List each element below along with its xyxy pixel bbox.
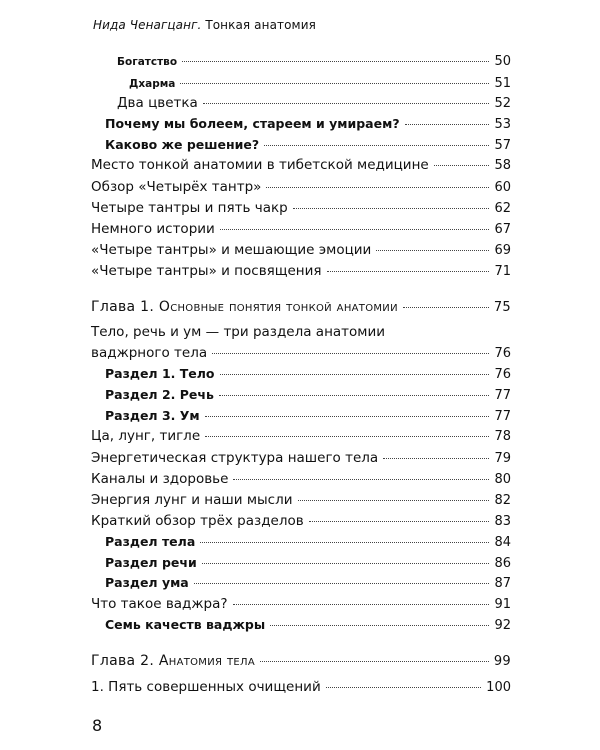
toc-entry-page: 58 [494, 158, 511, 173]
page-number: 8 [92, 716, 103, 735]
toc-entry [91, 157, 511, 173]
toc-entry-label: Почему мы болеем, стареем и умираем? [105, 116, 400, 131]
toc-entry-page: 60 [494, 180, 511, 195]
toc-entry [91, 345, 511, 361]
toc-entry-page: 99 [493, 654, 511, 669]
toc-entry [91, 679, 511, 695]
toc-entry [91, 179, 511, 195]
toc-entry [105, 366, 511, 382]
toc-entry-page: 53 [494, 117, 511, 132]
toc-entry [91, 263, 511, 279]
toc-entry-page: 87 [494, 576, 511, 591]
toc-entry-page: 76 [494, 367, 511, 382]
toc-entry-label: Раздел 1. Тело [105, 366, 215, 381]
toc-entry-page: 69 [494, 243, 511, 258]
toc-entry-label [91, 653, 255, 669]
toc-entry-label: Раздел ума [105, 575, 189, 590]
dot-leader [309, 520, 490, 522]
dot-leader [182, 60, 489, 62]
toc-entry [91, 492, 511, 508]
toc-entry [91, 242, 511, 258]
toc-entry-label: Раздел тела [105, 534, 196, 549]
toc-entry-label: Раздел 3. Ум [105, 408, 200, 423]
toc-chapter-2 [91, 653, 511, 669]
toc-entry-label: Раздел речи [105, 555, 197, 570]
toc-entry [105, 116, 511, 132]
dot-leader [405, 123, 490, 125]
chapter-prefix: Глава 2. [91, 653, 155, 669]
toc-entry-page: 77 [494, 388, 511, 403]
toc-entry-page: 100 [486, 680, 511, 695]
dot-leader [194, 582, 490, 584]
toc-entry [91, 513, 511, 529]
toc-entry [105, 408, 511, 424]
header-book-title: Тонкая анатомия [205, 18, 316, 32]
dot-leader [203, 102, 490, 104]
running-header [93, 18, 316, 32]
toc-entry-label: Краткий обзор трёх разделов [91, 513, 304, 529]
toc-entry [91, 200, 511, 216]
toc-entry [105, 575, 511, 591]
toc-entry [105, 534, 511, 550]
dot-leader [403, 306, 489, 308]
toc-entry-page: 83 [494, 514, 511, 529]
toc-entry-label: Энергетическая структура нашего тела [91, 450, 379, 466]
toc-entry-label: Семь качеств ваджры [105, 617, 266, 632]
toc-entry-page: 79 [494, 451, 511, 466]
toc-entry-page: 78 [494, 429, 511, 444]
dot-leader [270, 624, 489, 626]
toc-entry-page: 91 [494, 597, 511, 612]
toc-entry-label-line2: ваджрного тела [91, 345, 208, 361]
toc-entry-page: 77 [494, 409, 511, 424]
toc-entry-label: Четыре тантры и пять чакр [91, 200, 288, 216]
toc-entry [117, 54, 511, 69]
dot-leader [233, 478, 489, 480]
toc-entry-page: 52 [494, 96, 511, 111]
toc-entry-page: 71 [494, 264, 511, 279]
toc-entry-label: Обзор «Четырёх тантр» [91, 179, 262, 195]
toc-entry-page: 51 [494, 76, 511, 91]
toc-entry-label: Богатство [117, 56, 178, 68]
dot-leader [383, 457, 489, 459]
dot-leader [202, 562, 490, 564]
dot-leader [212, 352, 489, 354]
toc-entry-label: Тело, речь и ум — три раздела анатомии [91, 324, 386, 340]
chapter-title: Анатомия тела [158, 653, 255, 669]
toc-entry-label: Два цветка [117, 95, 198, 111]
dot-leader [327, 270, 490, 272]
toc-entry [105, 387, 511, 403]
toc-entry-label: Раздел 2. Речь [105, 387, 214, 402]
toc-entry [91, 450, 511, 466]
toc-entry-label: Немного истории [91, 221, 215, 237]
toc-entry [91, 596, 511, 612]
dot-leader [180, 82, 489, 84]
dot-leader [233, 603, 490, 605]
dot-leader [266, 186, 489, 188]
toc-entry [117, 95, 511, 111]
toc-entry-label: «Четыре тантры» и посвящения [91, 263, 322, 279]
toc-entry-page: 75 [493, 300, 511, 315]
toc-entry-line1 [91, 324, 511, 340]
toc-entry-label: Ца, лунг, тигле [91, 428, 201, 444]
dot-leader [220, 373, 490, 375]
dot-leader [260, 660, 489, 662]
toc-entry [91, 221, 511, 237]
dot-leader [376, 249, 489, 251]
toc-entry-label: Место тонкой анатомии в тибетской медицине [91, 157, 429, 173]
dot-leader [298, 499, 490, 501]
chapter-prefix: Глава 1. [91, 299, 155, 315]
dot-leader [220, 228, 490, 230]
toc-entry [105, 617, 511, 633]
toc-chapter-1 [91, 299, 511, 315]
dot-leader [434, 164, 490, 166]
toc-entry-page: 76 [494, 346, 511, 361]
toc-entry-label: «Четыре тантры» и мешающие эмоции [91, 242, 372, 258]
dot-leader [264, 144, 489, 146]
toc-entry [91, 471, 511, 487]
toc-entry-page: 57 [494, 138, 511, 153]
toc-entry [129, 76, 511, 91]
dot-leader [293, 207, 490, 209]
dot-leader [205, 435, 489, 437]
toc-entry-label: Что такое ваджра? [91, 596, 228, 612]
toc-entry-label: Каналы и здоровье [91, 471, 229, 487]
toc-entry-page: 67 [494, 222, 511, 237]
toc-entry-page: 82 [494, 493, 511, 508]
toc-entry-label: Каково же решение? [105, 137, 260, 152]
toc-entry-page: 62 [494, 201, 511, 216]
toc-entry [105, 137, 511, 153]
toc-entry [91, 428, 511, 444]
toc-entry-page: 84 [494, 535, 511, 550]
toc-entry-page: 92 [494, 618, 511, 633]
chapter-title: Основные понятия тонкой анатомии [158, 299, 398, 315]
header-author: Нида Ченагцанг. [93, 18, 202, 32]
toc-entry-label: 1. Пять совершенных очищений [91, 679, 321, 695]
dot-leader [326, 686, 481, 688]
toc-entry-page: 50 [494, 54, 511, 69]
toc-entry-page: 86 [494, 556, 511, 571]
dot-leader [200, 541, 489, 543]
toc-entry-label [91, 299, 398, 315]
toc-entry [105, 555, 511, 571]
dot-leader [205, 415, 490, 417]
toc-entry-label: Дхарма [129, 78, 176, 90]
toc-entry-page: 80 [494, 472, 511, 487]
toc-entry-label: Энергия лунг и наши мысли [91, 492, 293, 508]
dot-leader [219, 394, 490, 396]
